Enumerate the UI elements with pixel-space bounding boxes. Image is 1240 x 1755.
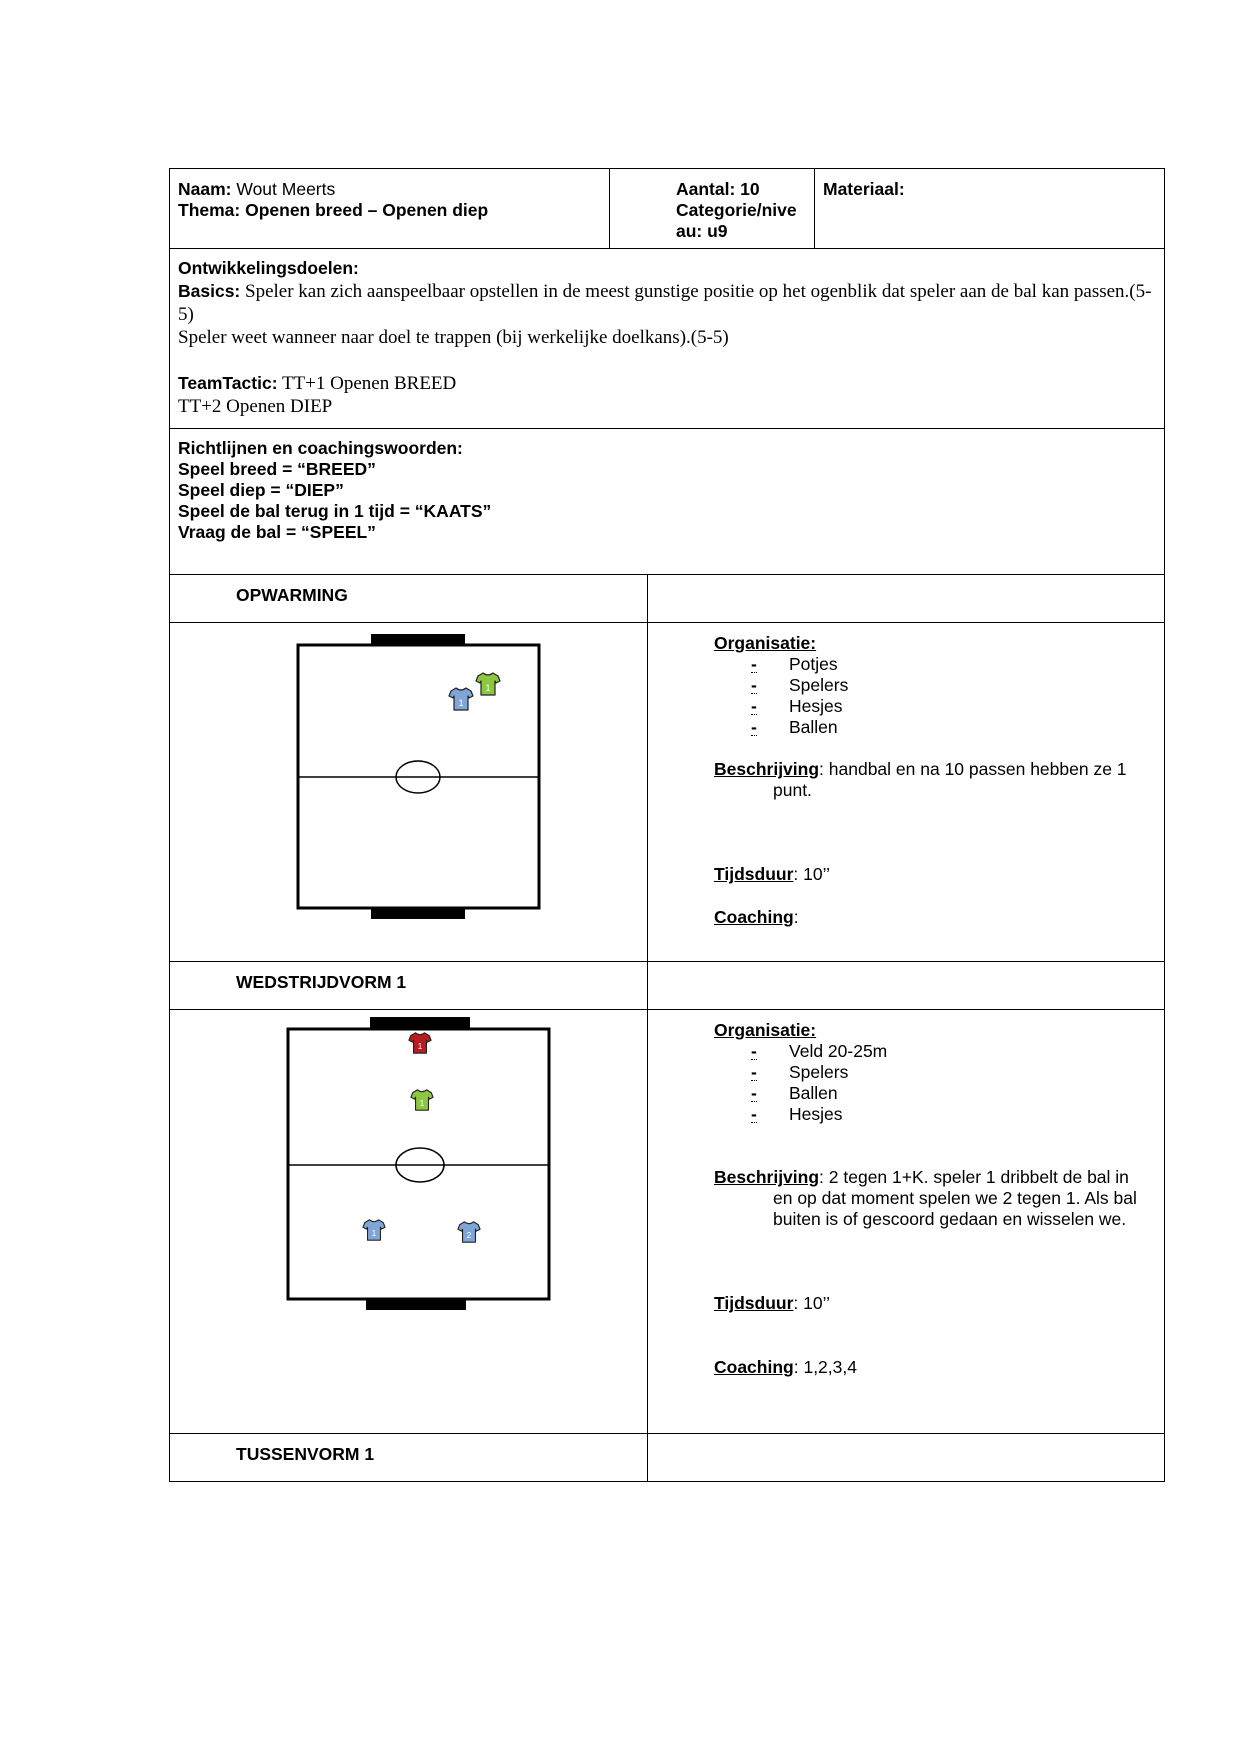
coaching-value: :	[793, 907, 799, 927]
organisatie-list	[714, 1041, 1159, 1125]
list-item: - Spelers	[714, 1062, 1159, 1083]
opwarming-title-cell	[169, 574, 648, 623]
list-item: - Spelers	[714, 675, 1159, 696]
field-border	[288, 1029, 549, 1299]
categorie-line2: au: u9	[676, 221, 728, 241]
organisatie-list	[714, 654, 1159, 738]
doelen-title: Ontwikkelingsdoelen:	[178, 258, 359, 278]
thema-text: Thema: Openen breed – Openen diep	[178, 200, 489, 220]
goal-top	[371, 634, 465, 644]
coaching-label: Coaching	[714, 1357, 794, 1377]
wedstrijdvorm-pitch	[286, 1017, 552, 1312]
opwarming-title: OPWARMING	[236, 585, 348, 605]
wedstrijdvorm-diagram-cell	[169, 1009, 648, 1434]
richtlijn-line: Speel de bal terug in 1 tijd = “KAATS”	[178, 501, 492, 521]
list-item: - Ballen	[714, 1083, 1159, 1104]
list-item: - Ballen	[714, 717, 1159, 738]
header-materiaal-cell	[814, 168, 1165, 249]
naam-label: Naam:	[178, 179, 232, 199]
beschrijving-label: Beschrijving	[714, 759, 820, 779]
wedstrijdvorm-title: WEDSTRIJDVORM 1	[236, 972, 407, 992]
aantal-text: Aantal: 10	[676, 179, 760, 199]
opwarming-pitch	[296, 634, 542, 919]
materiaal-label: Materiaal:	[823, 179, 905, 199]
wedstrijdvorm-info-cell	[647, 1009, 1165, 1434]
naam-value: Wout Meerts	[236, 179, 336, 199]
richtlijn-line: Speel diep = “DIEP”	[178, 480, 344, 500]
goal-bottom	[366, 1300, 466, 1310]
wedstrijdvorm-title-cell	[169, 961, 648, 1010]
list-item: - Hesjes	[714, 696, 1159, 717]
richtlijn-line: Vraag de bal = “SPEEL”	[178, 522, 376, 542]
beschrijving-text-2: en op dat moment spelen we 2 tegen 1. Als bal	[773, 1188, 1137, 1208]
tussenvorm-title-cell	[169, 1433, 648, 1482]
opwarming-info-cell	[647, 622, 1165, 962]
beschrijving-text: : handbal en na 10 passen hebben ze 1	[819, 759, 1127, 779]
goal-bottom	[371, 909, 465, 919]
richtlijnen-cell	[169, 428, 1165, 575]
session-sheet	[169, 168, 1165, 1486]
beschrijving-text-2: punt.	[773, 780, 812, 800]
teamtactic-text: TT+1 Openen BREED	[281, 373, 457, 394]
goal-top	[370, 1017, 470, 1028]
list-item: - Hesjes	[714, 1104, 1159, 1125]
header-name-cell	[169, 168, 610, 249]
teamtactic-text-2: TT+2 Openen DIEP	[178, 396, 333, 417]
opwarming-title-right-cell	[647, 574, 1165, 623]
basics-text: Speler kan zich aanspeelbaar opstellen in de meest gunstige positie op het ogenblik dat speler aan de bal kan passen.(5-5)	[178, 281, 1152, 325]
tijdsduur-label: Tijdsduur	[714, 1293, 794, 1313]
shirt-number: 2	[466, 1231, 472, 1240]
tussenvorm-title: TUSSENVORM 1	[236, 1444, 375, 1464]
doelen-cell	[169, 248, 1165, 429]
shirt-number: 1	[417, 1042, 423, 1051]
tijdsduur-value: : 10’’	[793, 1293, 831, 1313]
shirt-number: 1	[371, 1229, 377, 1238]
tussenvorm-title-right-cell	[647, 1433, 1165, 1482]
opwarming-diagram-cell	[169, 622, 648, 962]
teamtactic-label: TeamTactic:	[178, 373, 278, 393]
basics-text-2: Speler weet wanneer naar doel te trappen (bij werkelijke doelkans).(5-5)	[178, 327, 729, 348]
header-aantal-cell	[609, 168, 815, 249]
organisatie-label: Organisatie:	[714, 1020, 817, 1040]
beschrijving-text-3: buiten is of gescoord gedaan en wisselen we.	[773, 1209, 1127, 1229]
organisatie-label: Organisatie:	[714, 633, 817, 653]
shirt-number: 1	[419, 1099, 425, 1108]
beschrijving-text: : 2 tegen 1+K. speler 1 dribbelt de bal in	[819, 1167, 1129, 1187]
coaching-label: Coaching	[714, 907, 794, 927]
categorie-line1: Categorie/nive	[676, 200, 797, 220]
richtlijn-line: Speel breed = “BREED”	[178, 459, 376, 479]
wedstrijdvorm-title-right-cell	[647, 961, 1165, 1010]
shirt-number: 1	[458, 698, 464, 708]
list-item: - Potjes	[714, 654, 1159, 675]
shirt-number: 1	[485, 683, 491, 693]
coaching-value: : 1,2,3,4	[793, 1357, 857, 1377]
basics-label: Basics:	[178, 281, 241, 301]
beschrijving-label: Beschrijving	[714, 1167, 820, 1187]
tijdsduur-value: : 10’’	[793, 864, 831, 884]
richtlijnen-title: Richtlijnen en coachingswoorden:	[178, 438, 463, 458]
tijdsduur-label: Tijdsduur	[714, 864, 794, 884]
list-item: - Veld 20-25m	[714, 1041, 1159, 1062]
